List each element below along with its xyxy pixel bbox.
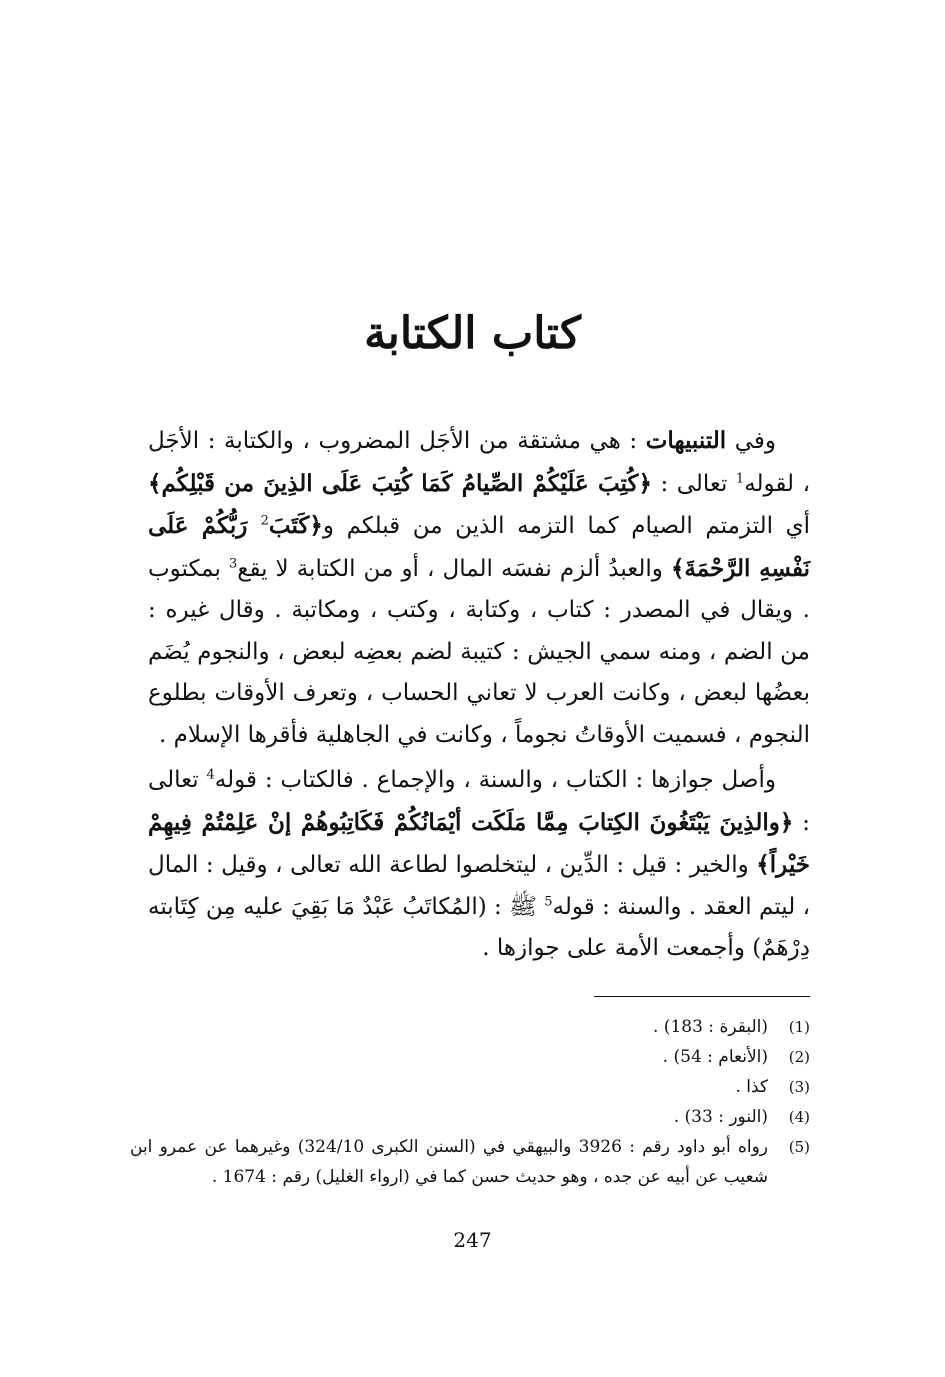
footnote [130, 1102, 810, 1132]
quran-quote: رَبُّكُمْ عَلَى نَفْسِهِ الرَّحْمَةَ﴾ [148, 512, 811, 582]
footnote-number: (1) [788, 1018, 810, 1036]
footnote-text: (الأنعام : 54) . [662, 1047, 768, 1067]
paragraph [148, 420, 810, 756]
footnote-number: (5) [788, 1138, 810, 1156]
footnote-reference: 5 [544, 893, 553, 909]
quran-quote: ﴿والذِينَ يَبْتَغُونَ الكِتابَ مِمَّا مَلَكَت أيْمَانُكُمْ فَكَاتِبُوهُمْ إنْ عَلِمْتُمْ فِيهِمْ خَيْراً﴾ [148, 808, 810, 878]
footnote-text: رواه أبو داود رقم : 3926 والبيهقي في (السنن الكبرى 324/10) وغيرهما عن عمرو ابن شعيب عن أبيه عن جده ، وهو حديث حسن كما في (ارواء الغليل) رقم : 1674 . [130, 1137, 769, 1187]
footnote-text: (النور : 33) . [673, 1107, 768, 1127]
chapter-title: كتاب الكتابة [364, 308, 581, 359]
body-text [148, 420, 810, 970]
page-number: 247 [453, 1228, 492, 1252]
footnote-number: (3) [788, 1078, 810, 1096]
text-run: تعالى : [651, 470, 736, 497]
quran-quote: التنبيهات [645, 427, 727, 454]
footnote [130, 1132, 810, 1192]
text-run: أي التزمتم الصيام كما التزمه الذين من قبلكم و [322, 513, 810, 539]
footnote-reference: 3 [228, 555, 238, 571]
footnote-reference: 2 [260, 513, 269, 529]
text-run: بمكتوب . ويقال في المصدر : كتاب ، وكتابة ، وكتب ، ومكاتبة . وقال غيره : من الضم ، ومنه سمي الجيش : كتيبة لضم بعضِه لبعض ، والنجوم يُضَم بعضُها لبعض ، وكانت العرب لا تعاني الحساب ، وتعرف الأوقات بطلوع النجوم ، فسميت الأوقاتُ نجوماً ، وكانت في الجاهلية فأقرها الإسلام . [148, 555, 810, 748]
footnote-separator [594, 996, 810, 997]
text-run: تعالى : [148, 767, 811, 836]
footnote [130, 1012, 810, 1042]
text-run: وفي [726, 428, 776, 454]
footnotes [130, 1012, 810, 1192]
footnote-text: كذا . [735, 1077, 768, 1097]
footnote-reference: 4 [206, 767, 215, 783]
quran-quote: ﴿كُتِبَ عَلَيْكُمْ الصِّيامُ كَمَا كُتِبَ عَلَى الذِينَ من قَبْلِكُم﴾ [148, 469, 652, 497]
footnote-text: (البقرة : 183) . [653, 1017, 768, 1037]
footnote-reference: 1 [735, 470, 745, 486]
text-run: وأصل جوازها : الكتاب ، والسنة ، والإجماع . فالكتاب : قوله [214, 767, 777, 793]
footnote-number: (2) [788, 1048, 810, 1066]
text-run: والعبدُ ألزم نفسَه المال ، أو من الكتابة لا يقع [237, 555, 671, 582]
paragraph [148, 760, 810, 970]
text-run: والخير : قيل : الدِّين ، ليتخلصوا لطاعة الله تعالى ، وقيل : المال ، ليتم العقد . والسنة : قوله [148, 852, 810, 920]
text-run: ﷺ : (المُكاتَبُ عَبْدٌ مَا بَقِيَ عليه مِن كِتَابته دِرْهَمٌ) وأجمعت الأمة على جوازها . [148, 893, 810, 961]
footnote [130, 1072, 810, 1102]
footnote-number: (4) [788, 1108, 810, 1126]
text-run: : هي مشتقة من الأجَل المضروب ، والكتابة : الأجَل ، لقوله [148, 428, 811, 497]
quran-quote: ﴿كَتَبَ [268, 512, 323, 539]
footnote [130, 1042, 810, 1072]
